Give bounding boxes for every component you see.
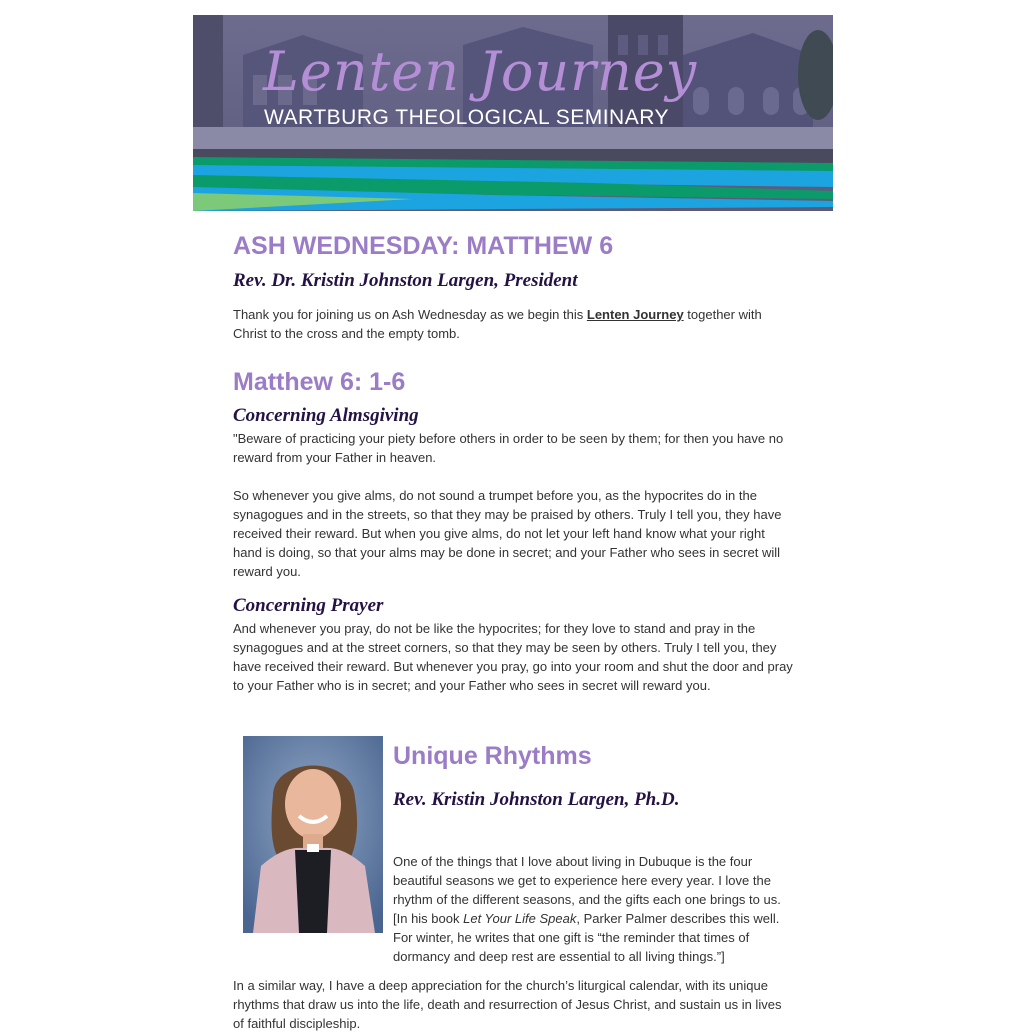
intro-text-start: Thank you for joining us on Ash Wednesday as we begin this (233, 307, 587, 322)
prayer-heading: Concerning Prayer (233, 595, 384, 616)
reflection-paragraph-2: In a similar way, I have a deep appreciation for the church’s liturgical calendar, with its unique rhythms that draw us into the life, death and resurrection of Jesus Christ, and sustain us in lives of faithful discipleship. (233, 978, 782, 1031)
photo-spacer (233, 852, 393, 952)
page-title: ASH WEDNESDAY: MATTHEW 6 (233, 232, 614, 260)
prayer-paragraph: And whenever you pray, do not be like the hypocrites; for they love to stand and pray in the synagogues and at the street corners, so that they may be seen by others. Truly I tell you, they have received their reward. But whenever you pray, go into your room and shut the door and pray to your Father who is in secret; and your Father who sees in secret will reward you. (233, 621, 793, 693)
reflection-body (233, 852, 795, 1033)
reflection-header (393, 740, 795, 813)
header-banner (193, 15, 833, 211)
lenten-journey-link[interactable]: Lenten Journey (586, 307, 684, 322)
scripture-heading: Matthew 6: 1-6 (233, 368, 406, 396)
reflection-heading: Unique Rhythms (393, 742, 592, 770)
book-title: Let Your Life Speak (463, 911, 577, 926)
reflection-text-start: One of the things that I love about living in Dubuque is the four beautiful seasons we get to experience here every year. I love the rhythm of the different seasons, and the gifts each one brings to us. [In his book (393, 854, 781, 926)
intro-paragraph (233, 305, 795, 343)
reflection-author: Rev. Kristin Johnston Largen, Ph.D. (393, 789, 680, 810)
almsgiving-heading: Concerning Almsgiving (233, 405, 419, 426)
intro-text-end: together with Christ to the cross and the empty tomb. (233, 307, 762, 341)
reflection-text-end: , Parker Palmer describes this well. For winter, he writes that one gift is “the reminder that times of dormancy and deep rest are essential to all living things.”] (393, 911, 780, 964)
section-author: Rev. Dr. Kristin Johnston Largen, President (233, 270, 578, 291)
almsgiving-paragraph-1: "Beware of practicing your piety before others in order to be seen by them; for then you have no reward from your Father in heaven. (233, 431, 784, 465)
ash-wednesday-section (233, 230, 795, 343)
banner-title: Lenten Journey (263, 40, 698, 103)
scripture-section (233, 366, 795, 695)
banner-subtitle: WARTBURG THEOLOGICAL SEMINARY (264, 106, 670, 129)
almsgiving-paragraph-2: So whenever you give alms, do not sound a trumpet before you, as the hypocrites do in the synagogues and in the streets, so that they may be praised by others. Truly I tell you, they have received their reward. But when you give alms, do not let your left hand know what your right hand is doing, so that your alms may be done in secret; and your Father who sees in secret will reward you. (233, 488, 782, 579)
email-container (193, 15, 833, 211)
